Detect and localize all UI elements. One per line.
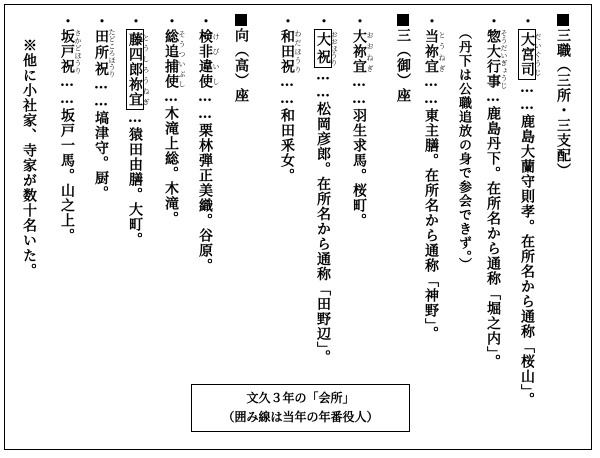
square-bullet-icon — [557, 14, 569, 26]
entry-title-boxed: 大祝 おおほうり — [315, 30, 338, 66]
entry-line: ・当祢宜 とうねぎ……東主膳。在所名から通称「神野」。 — [423, 14, 446, 341]
entry-body: ……坂戸一馬。山之上。 — [59, 74, 75, 243]
entry-title: 和田祝 わだほうり — [279, 29, 302, 74]
entry-body: ……東主膳。在所名から通称「神野」。 — [423, 74, 439, 341]
entry-body: ……栗林弾正美織。谷原。 — [197, 89, 213, 273]
entry-title-boxed: 藤四郎祢宜 とうしろうねぎ — [126, 29, 144, 110]
entry-body: ……鹿島大蘭守則孝。在所名から通称「桜山」。 — [519, 80, 535, 407]
section-heading — [394, 14, 411, 103]
entry-line: ・惣大行事 そうだいぎょうじ…鹿島丹下。在所名から通称「堀之内」。 — [485, 14, 508, 369]
entry-title-boxed: 大宮司 だいぐうじ — [518, 29, 536, 80]
entry-body: ……塙津守。厨。 — [93, 76, 109, 201]
entry-body: …木滝上総。木滝。 — [163, 89, 179, 226]
entry-title: 坂戸祝 さかどほうり — [59, 29, 82, 74]
entry-line: ・大祢宜 おおねぎ……羽生求馬。桜町。 — [351, 14, 374, 228]
entry-line: ・藤四郎祢宜 とうしろうねぎ…猿田由膳。大町。 — [127, 14, 150, 247]
section-heading-text: 三（御）座 — [395, 28, 411, 103]
square-bullet-icon — [235, 14, 247, 26]
caption-subtitle: （囲み線は当年の年番役人） — [222, 410, 379, 424]
section-heading-text: 三職（三所・三支配） — [555, 28, 571, 178]
entry-body: ……羽生求馬。桜町。 — [351, 74, 367, 228]
entry-title: 田所祝 たどころほうり — [93, 28, 116, 78]
entry-line: ・総追捕使 そうついぶし…木滝上総。木滝。 — [163, 14, 186, 226]
entry-body: …猿田由膳。大町。 — [127, 110, 143, 247]
entry-body: …鹿島丹下。在所名から通称「堀之内」。 — [485, 89, 501, 369]
entry-line: ・田所祝 たどころほうり……塙津守。厨。 — [93, 14, 116, 201]
footnote: ※他に小社家、寺家が数十名いた。 — [21, 38, 37, 278]
entry-title: 当祢宜 とうねぎ — [423, 29, 446, 74]
entry-line: ・和田祝 わだほうり……和田釆女。 — [279, 14, 302, 183]
entry-title: 総追捕使 そうついぶし — [163, 29, 186, 89]
entry-line: ・大祝 おおほうり……松岡彦郎。在所名から通称「田野辺」。 — [315, 14, 338, 365]
section-heading-text: 向（高）座 — [233, 28, 249, 103]
entry-line: ・坂戸祝 さかどほうり……坂戸一馬。山之上。 — [59, 14, 82, 243]
square-bullet-icon — [397, 14, 409, 26]
entry-body: ……松岡彦郎。在所名から通称「田野辺」。 — [315, 67, 331, 365]
entry-note: （丹下は公職追放の身で参会できず。） — [456, 26, 471, 272]
caption-title: 文久３年の「会所」 — [246, 391, 355, 405]
section-heading — [232, 14, 249, 103]
entry-title: 検非違使 けびいし — [197, 29, 220, 89]
entry-title: 惣大行事 そうだいぎょうじ — [485, 29, 508, 89]
caption-box — [191, 384, 410, 432]
entry-line: ・大宮司 だいぐうじ……鹿島大蘭守則孝。在所名から通称「桜山」。 — [519, 14, 542, 407]
section-heading — [554, 14, 571, 178]
entry-line: ・検非違使 けびいし……栗林弾正美織。谷原。 — [197, 14, 220, 273]
entry-title: 大祢宜 おおねぎ — [351, 29, 374, 74]
entry-body: ……和田釆女。 — [279, 74, 295, 183]
